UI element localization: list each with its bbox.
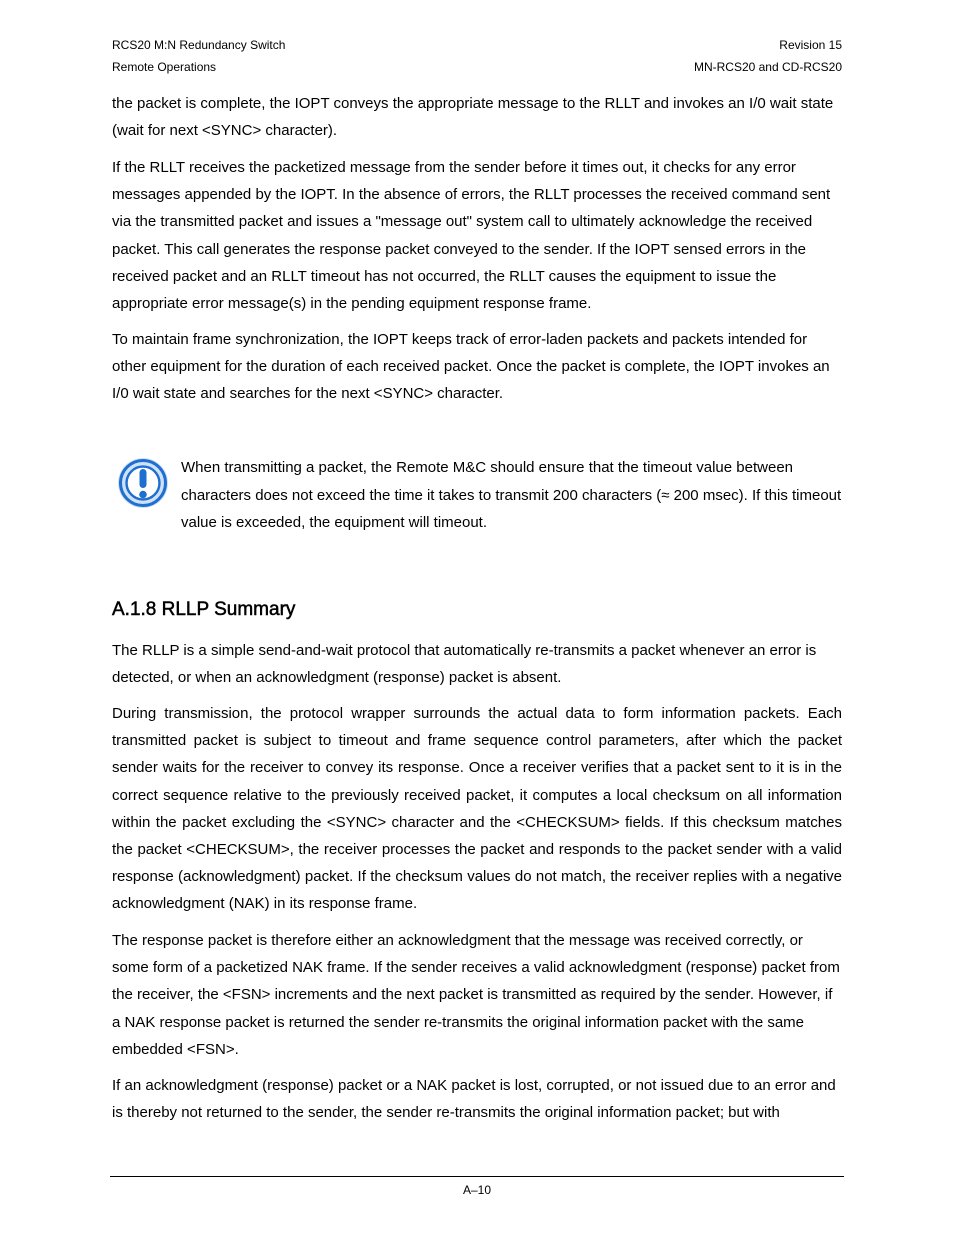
header-document-number: MN-RCS20 and CD-RCS20 bbox=[693, 60, 842, 74]
body-paragraph-2: If the RLLT receives the packetized message from the sender before it times out, it checks for any error messages appended by the IOPT. In the absence of errors, the RLLT processes the received command sent via the transmitted packet and issues a "message out" system call to ultimately acknowledge the received packet. This call generates the response packet conveyed to the sender. If the IOPT sensed errors in the received packet and an RLLT timeout has not occurred, the RLLT causes the equipment to issue the appropriate error message(s) in the pending equipment response frame. bbox=[112, 159, 831, 313]
section-paragraph-3: The response packet is therefore either an acknowledgment that the message was received correctly, or some form of a packetized NAK frame. If the sender receives a valid acknowledgment (response) packet from the receiver, the <FSN> increments and the next packet is transmitted as required by the sender. However, if a NAK response packet is returned the sender re-transmits the original information packet with the same embedded <FSN>. bbox=[112, 932, 840, 1058]
page-number: A–10 bbox=[462, 1183, 492, 1197]
body-paragraph-1: the packet is complete, the IOPT conveys the appropriate message to the RLLT and invokes an I/0 wait state (wait for next <SYNC> character). bbox=[112, 95, 834, 140]
header-product-name: RCS20 M:N Redundancy Switch bbox=[112, 38, 286, 52]
section-paragraph-4: If an acknowledgment (response) packet or a NAK packet is lost, corrupted, or not issued due to an error and is thereby not returned to the sender, the sender re-transmits the original information packet; but with bbox=[112, 1077, 836, 1122]
note-text: When transmitting a packet, the Remote M&C should ensure that the timeout value between characters does not exceed the time it takes to transmit 200 characters (≈ 200 msec). If this timeout value is exceeded, the equipment will timeout. bbox=[181, 459, 842, 531]
header-chapter-name: Remote Operations bbox=[112, 60, 217, 74]
body-paragraph-3: To maintain frame synchronization, the IOPT keeps track of error-laden packets and packets intended for other equipment for the duration of each received packet. Once the packet is complete, the IOPT invokes an I/0 wait state and searches for the next <SYNC> character. bbox=[112, 331, 830, 403]
footer-divider bbox=[110, 1176, 844, 1177]
important-note-icon bbox=[117, 457, 169, 509]
header-revision: Revision 15 bbox=[779, 38, 842, 52]
section-heading: A.1.8 RLLP Summary bbox=[112, 599, 296, 620]
section-paragraph-2: During transmission, the protocol wrapper surrounds the actual data to form information packets. Each transmitted packet is subject to timeout and frame sequence control parameters, after which the packet sender waits for the receiver to convey its response. Once a receiver verifies that a packet sent to it is in the correct sequence relative to the previously received packet, it computes a local checksum on all information within the packet excluding the <SYNC> character and the <CHECKSUM> fields. If this checksum matches the packet <CHECKSUM>, the receiver processes the packet and responds to the packet sender with a valid response (acknowledgment) packet. If the checksum values do not match, the receiver replies with a negative acknowledgment (NAK) in its response frame. bbox=[112, 705, 842, 913]
section-paragraph-1: The RLLP is a simple send-and-wait protocol that automatically re-transmits a packet whenever an error is detected, or when an acknowledgment (response) packet is absent. bbox=[112, 642, 817, 687]
